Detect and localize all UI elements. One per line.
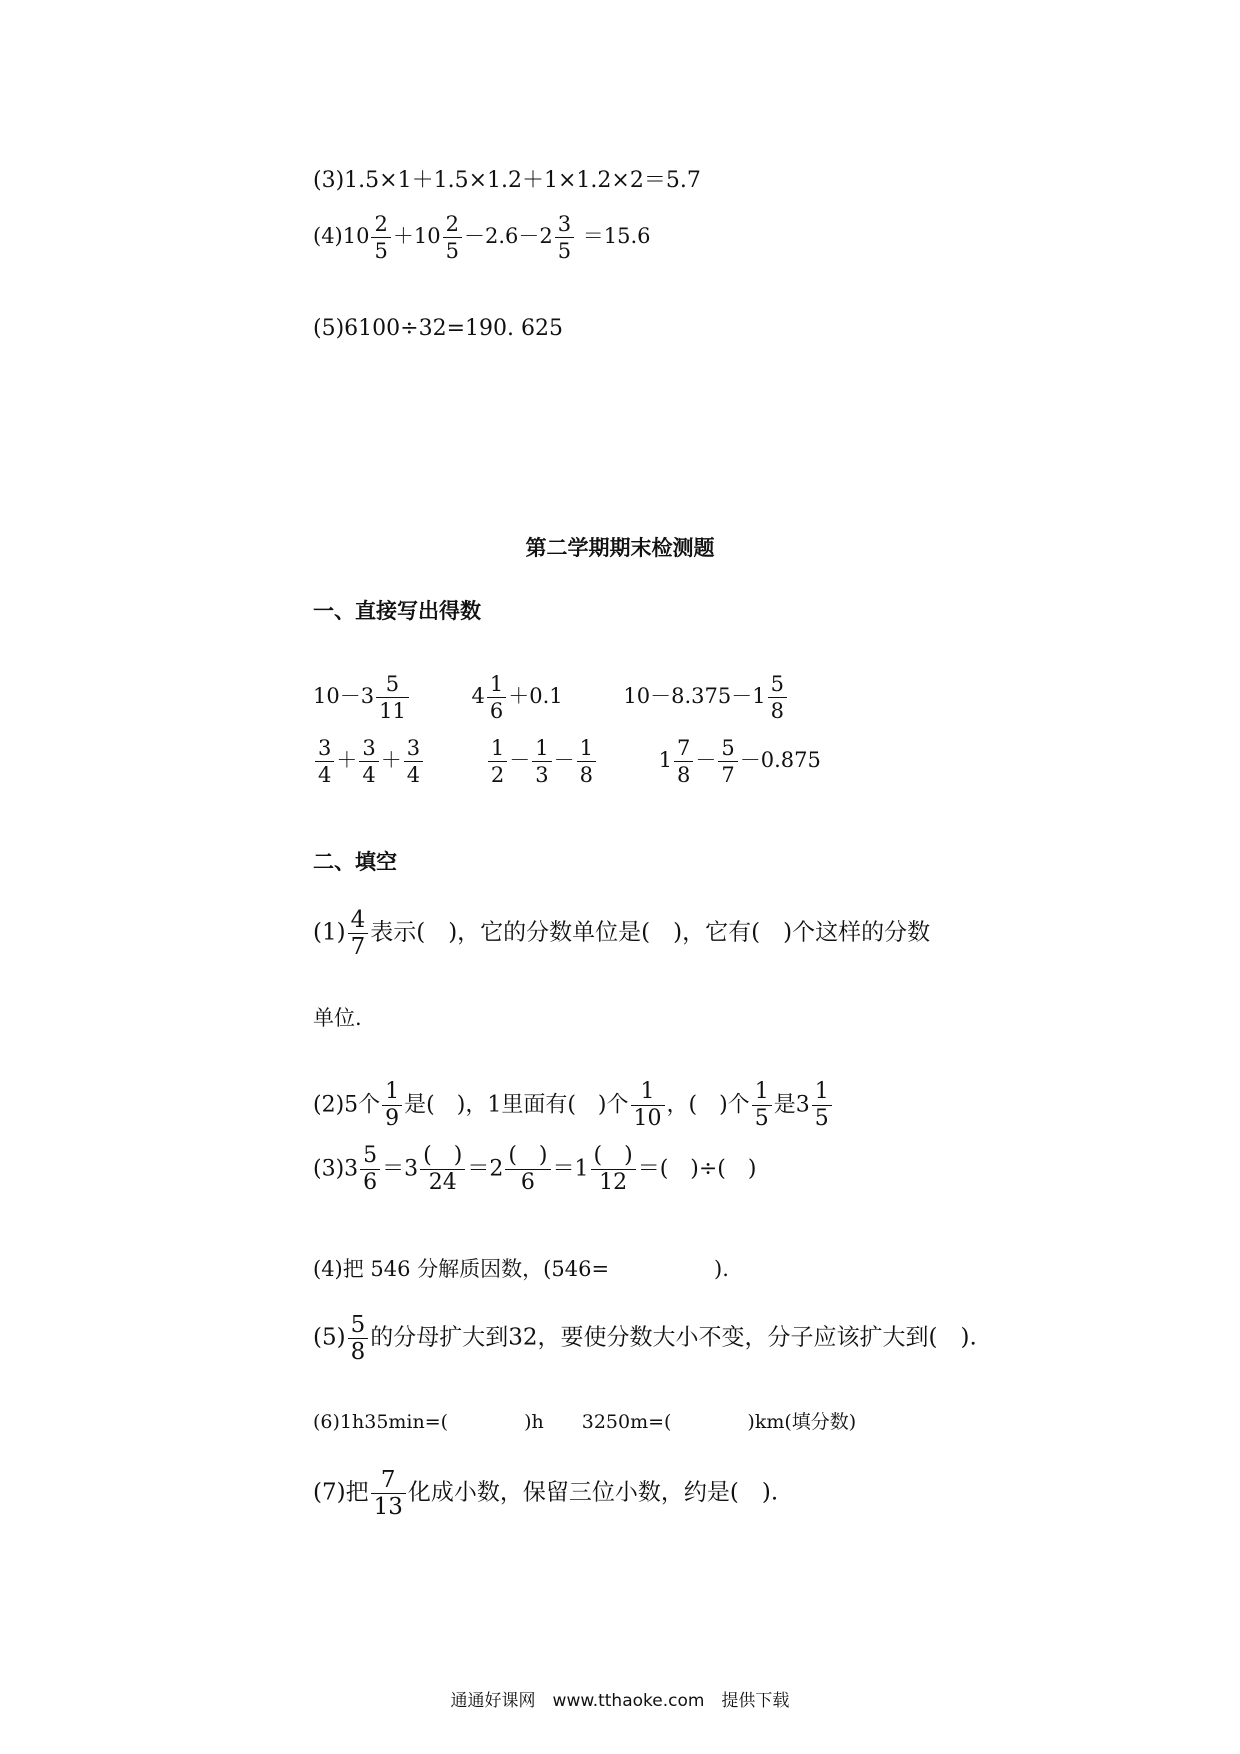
fraction: $\frac{4}{7}$ xyxy=(348,908,369,959)
question-6: (6)1h35min=( )h 3250m=( )km(填分数) xyxy=(313,1411,857,1433)
fraction: $\frac{2}{5}$ xyxy=(443,212,462,263)
calc-row-2 xyxy=(313,736,875,787)
calc-row-1 xyxy=(313,672,843,723)
answer-4 xyxy=(313,212,651,263)
expr-6: 1 $\frac{7}{8}$ － $\frac{5}{7}$ －0.875 xyxy=(658,736,821,787)
page-title: 第二学期期末检测题 xyxy=(525,536,715,560)
question-1: (1) $\frac{4}{7}$ 表示( )，它的分数单位是( )，它有( )个这样的分数 xyxy=(313,907,931,960)
question-5: (5) $\frac{5}{8}$ 的分母扩大到32，要使分数大小不变，分子应该扩大到( ). xyxy=(313,1312,977,1365)
answer-5: (5)6100÷32=190. 625 xyxy=(313,316,563,341)
expr-2: 4 $\frac{1}{6}$ ＋0.1 xyxy=(471,672,563,723)
a4-result: ＝15.6 xyxy=(582,224,651,248)
fraction: $\frac{2}{5}$ xyxy=(371,212,390,263)
answer-3: (3)1.5×1＋1.5×1.2＋1×1.2×2＝5.7 xyxy=(313,168,701,193)
fraction: $\frac{3}{5}$ xyxy=(555,212,574,263)
question-7: (7)把 $\frac{7}{13}$ 化成小数，保留三位小数，约是( ). xyxy=(313,1467,779,1520)
expr-3: 10－8.375－1 $\frac{5}{8}$ xyxy=(623,672,789,723)
question-1-cont: 单位. xyxy=(313,1006,362,1030)
a4-mid2: －2.6－2 xyxy=(463,224,553,248)
section1-heading: 一、直接写出得数 xyxy=(313,599,481,623)
expr-5: $\frac{1}{2}$ － $\frac{1}{3}$ － $\frac{1}{8}$ xyxy=(486,736,598,787)
expr-1: 10－3 $\frac{5}{11}$ xyxy=(313,672,411,723)
question-2: (2)5个 $\frac{1}{9}$ 是( )，1里面有( )个 $\frac{1}{10}$ ，( )个 $\frac{1}{5}$ 是3 $\frac{1}{5}$ xyxy=(313,1080,834,1131)
section2-heading: 二、填空 xyxy=(313,850,397,874)
question-4: (4)把 546 分解质因数，(546= ). xyxy=(313,1257,729,1281)
a4-prefix: (4)10 xyxy=(313,224,370,248)
a4-mid1: ＋10 xyxy=(392,224,441,248)
question-3: (3)3 $\frac{5}{6}$ ＝3 $\frac{( )}{24}$ ＝2 $\frac{( )}{6}$ ＝1 $\frac{( )}{12}$ ＝( )÷( ) xyxy=(313,1143,757,1195)
footer-credit: 通通好课网 www.tthaoke.com 提供下载 xyxy=(450,1691,790,1711)
expr-4: $\frac{3}{4}$ ＋ $\frac{3}{4}$ ＋ $\frac{3}{4}$ xyxy=(313,736,425,787)
